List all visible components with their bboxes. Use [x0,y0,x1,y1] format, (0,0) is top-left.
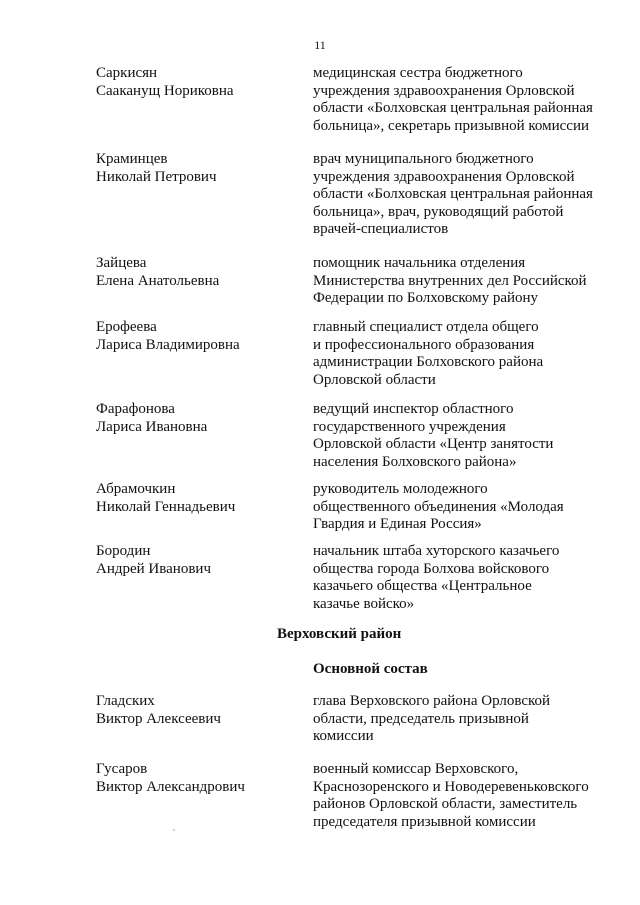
member-given-names: Андрей Иванович [96,560,211,577]
member-name [96,401,296,436]
member-given-names: Виктор Александрович [96,778,245,795]
role-line: Орловской области [313,371,436,388]
role-line: медицинская сестра бюджетного [313,65,523,81]
role-line: глава Верховского района Орловской [313,693,551,709]
role-line: учреждения здравоохранения Орловской [313,82,575,99]
district-heading: Верховский район [277,626,402,642]
scan-speck [173,829,175,831]
member-surname: Зайцева [96,255,147,271]
member-name [96,151,296,186]
role-line: районов Орловской области, заместитель [313,796,578,812]
member-role [313,401,613,471]
composition-heading: Основной состав [313,661,428,677]
member-name [96,481,296,516]
role-line: Федерации по Болховскому району [313,290,539,306]
page-number: 11 [314,38,326,52]
role-line: населения Болховского района» [313,453,517,470]
member-surname: Краминцев [96,151,168,167]
role-line: больница», секретарь призывной комиссии [313,117,590,134]
member-given-names: Сааканущ Нориковна [96,82,234,99]
role-line: помощник начальника отделения [313,255,526,271]
member-role [313,693,613,746]
member-role [313,543,613,613]
role-line: начальник штаба хуторского казачьего [313,543,560,559]
role-line: и профессионального образования [313,336,535,353]
role-line: врач муниципального бюджетного [313,151,534,167]
role-line: главный специалист отдела общего [313,319,539,335]
role-line: администрации Болховского района [313,354,544,370]
role-line: области «Болховская центральная районная [313,100,593,116]
member-name [96,693,296,728]
member-surname: Саркисян [96,65,158,81]
member-name [96,319,296,354]
member-surname: Абрамочкин [96,481,176,497]
member-name [96,65,296,100]
role-line: общественного объединения «Молодая [313,498,564,515]
role-line: учреждения здравоохранения Орловской [313,168,575,185]
role-line: больница», врач, руководящий работой [313,203,564,220]
role-line: комиссии [313,728,374,744]
role-line: общества города Болхова войскового [313,560,550,577]
role-line: врачей-специалистов [313,221,449,237]
member-name [96,761,296,796]
member-surname: Фарафонова [96,401,175,417]
member-role [313,761,613,831]
role-line: казачье войско» [313,595,415,612]
member-given-names: Лариса Владимировна [96,336,240,353]
role-line: области, председатель призывной [313,710,529,727]
member-name [96,255,296,290]
role-line: руководитель молодежного [313,481,488,497]
member-given-names: Николай Геннадьевич [96,498,236,515]
member-surname: Ерофеева [96,319,157,335]
role-line: Гвардия и Единая Россия» [313,516,482,532]
member-role [313,255,613,308]
member-role [313,481,613,534]
role-line: военный комиссар Верховского, [313,761,519,777]
role-line: Министерства внутренних дел Российской [313,272,587,289]
member-name [96,543,296,578]
member-surname: Гладских [96,693,155,709]
member-given-names: Елена Анатольевна [96,272,220,289]
member-role [313,319,613,389]
member-given-names: Николай Петрович [96,168,217,185]
role-line: ведущий инспектор областного [313,401,514,417]
member-surname: Гусаров [96,761,148,777]
role-line: председателя призывной комиссии [313,813,536,830]
role-line: Орловской области «Центр занятости [313,436,554,452]
role-line: государственного учреждения [313,418,506,435]
role-line: Краснозоренского и Новодеревеньковского [313,778,589,795]
member-surname: Бородин [96,543,151,559]
member-given-names: Лариса Ивановна [96,418,208,435]
member-given-names: Виктор Алексеевич [96,710,221,727]
member-role [313,151,613,239]
member-role [313,65,613,135]
role-line: казачьего общества «Центральное [313,578,532,594]
role-line: области «Болховская центральная районная [313,186,593,202]
